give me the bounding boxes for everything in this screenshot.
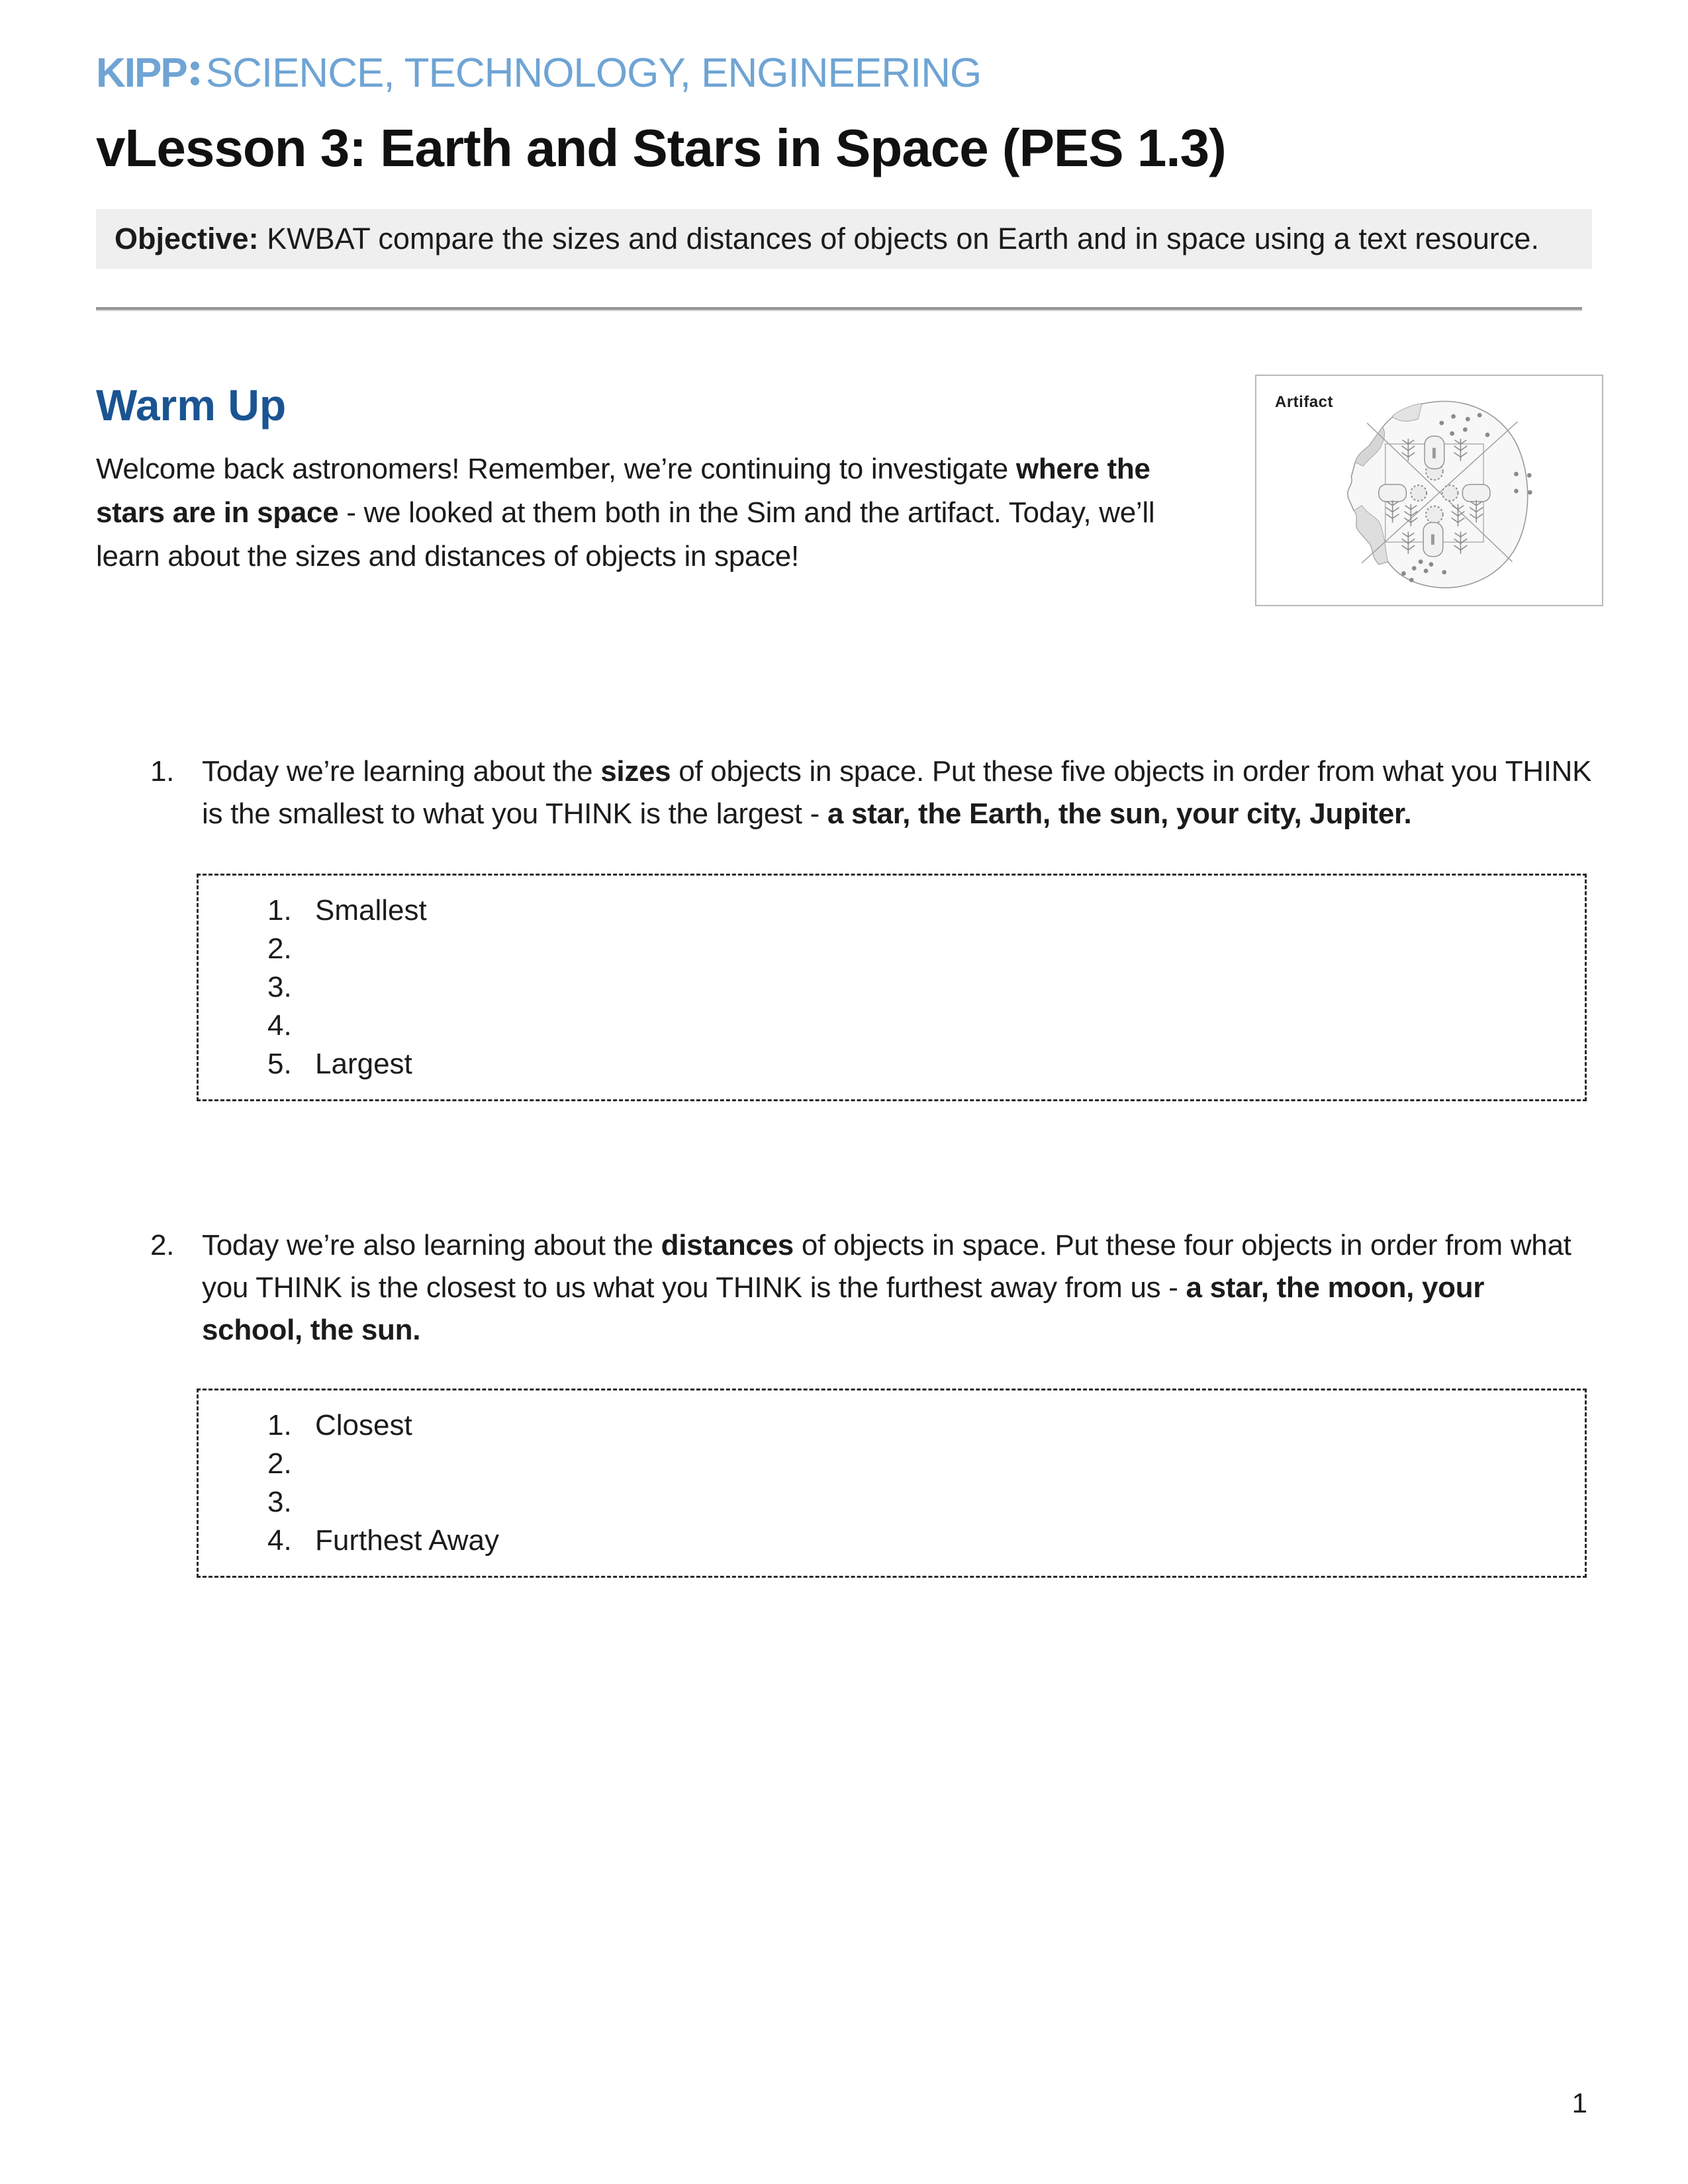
answer-box-size-order[interactable]	[197, 874, 1587, 1101]
q2-text-2: of objects in space. Put these four objects in order from what you THINK is the closest to us what you THINK is the furthest away from us -	[202, 1229, 1571, 1304]
answer-number: 1.	[267, 1409, 292, 1441]
artifact-label: Artifact	[1275, 393, 1334, 411]
q1-bold-1: sizes	[600, 755, 671, 788]
answer-label-smallest: Smallest	[315, 894, 427, 927]
page-number: 1	[1571, 2087, 1587, 2118]
logo-brand-text: KIPP	[96, 50, 187, 96]
intro-text-1: Welcome back astronomers! Remember, we’re continuing to investigate	[96, 453, 1016, 485]
objective-label: Objective:	[115, 222, 259, 255]
answer-row	[199, 1445, 1565, 1483]
answer-number: 2.	[267, 933, 292, 965]
question-2	[96, 1224, 1592, 1351]
answer-row	[199, 1007, 1565, 1045]
answer-slot[interactable]	[315, 930, 1565, 968]
logo-suffix-text: SCIENCE, TECHNOLOGY, ENGINEERING	[205, 50, 982, 96]
kipp-logo	[96, 0, 1592, 94]
intro-text-2: - we looked at them both in the Sim and the artifact. Today, we’ll learn about the sizes and distances of objects in space!	[96, 496, 1155, 572]
answer-row	[199, 1483, 1565, 1522]
kipp-colon-icon	[191, 62, 199, 85]
artifact-card	[1255, 375, 1603, 606]
answer-number: 3.	[267, 1486, 292, 1518]
answer-row	[199, 1406, 1565, 1445]
answer-slot[interactable]	[315, 1007, 1565, 1045]
answer-number: 1.	[267, 894, 292, 927]
answer-box-distance-order[interactable]	[197, 1388, 1587, 1578]
answer-number: 3.	[267, 971, 292, 1003]
q2-text-1: Today we’re also learning about the	[202, 1229, 661, 1261]
q2-bold-2: a star, the moon, your school, the sun.	[202, 1271, 1485, 1346]
answer-slot[interactable]	[315, 968, 1565, 1007]
q1-text-2: of objects in space. Put these five objects in order from what you THINK is the smallest to what you THINK is the largest -	[202, 755, 1592, 830]
warmup-intro	[96, 447, 1221, 578]
answer-row	[199, 968, 1565, 1007]
answer-label-largest: Largest	[315, 1048, 412, 1080]
q2-bold-1: distances	[661, 1229, 794, 1261]
answer-slot[interactable]	[315, 1483, 1565, 1522]
answer-row	[199, 1522, 1565, 1560]
page-title: vLesson 3: Earth and Stars in Space (PES 1.3)	[96, 118, 1226, 177]
answer-label-furthest: Furthest Away	[315, 1524, 499, 1557]
question-1-number: 1.	[150, 755, 175, 788]
question-2-text	[202, 1224, 1592, 1351]
answer-label-closest: Closest	[315, 1409, 412, 1441]
objective-banner	[96, 209, 1592, 269]
answer-row	[199, 891, 1565, 930]
warmup-heading: Warm Up	[96, 381, 287, 430]
question-1	[96, 751, 1592, 835]
answer-row	[199, 1045, 1565, 1083]
answer-slot[interactable]	[315, 1445, 1565, 1483]
answer-row	[199, 930, 1565, 968]
q1-bold-2: a star, the Earth, the sun, your city, Jupiter.	[827, 797, 1412, 830]
section-divider	[96, 307, 1582, 311]
answer-number: 4.	[267, 1524, 292, 1557]
answer-number: 5.	[267, 1048, 292, 1080]
q1-text-1: Today we’re learning about the	[202, 755, 601, 788]
intro-bold: where the stars are in space	[96, 453, 1150, 529]
objective-text: KWBAT compare the sizes and distances of objects on Earth and in space using a text resource.	[258, 222, 1539, 255]
answer-number: 4.	[267, 1009, 292, 1042]
answer-number: 2.	[267, 1447, 292, 1480]
question-1-text	[202, 751, 1592, 835]
question-2-number: 2.	[150, 1229, 175, 1261]
